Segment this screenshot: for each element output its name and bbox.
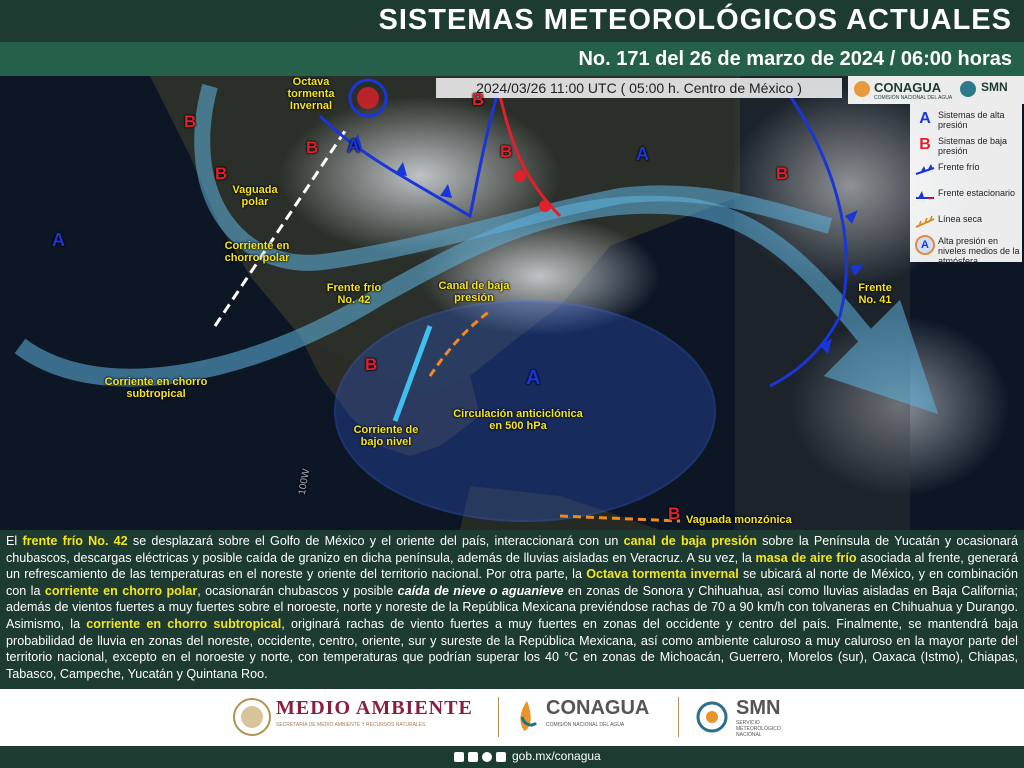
label-cold-front-42: Frente frío No. 42	[326, 282, 382, 306]
mid-level-high-symbol: A	[915, 235, 935, 255]
youtube-icon[interactable]	[496, 752, 506, 762]
legend-label: Sistemas de baja presión	[938, 136, 1008, 156]
x-icon[interactable]	[468, 752, 478, 762]
winter-storm-core	[357, 87, 379, 109]
low-pressure-symbol: B	[500, 142, 513, 161]
text-segment: , ocasionarán chubascos y posible	[197, 583, 398, 598]
conagua-logo-text	[874, 80, 952, 101]
legend-label: Frente frío	[938, 162, 980, 172]
label-front-41: Frente No. 41	[858, 282, 892, 306]
highlight-subtropical-jet: corriente en chorro subtropical	[86, 616, 282, 631]
highlight-winter-storm: Octava tormenta invernal	[586, 567, 739, 582]
conagua-logo-icon	[854, 81, 870, 97]
page-title: SISTEMAS METEOROLÓGICOS ACTUALES	[378, 4, 1012, 36]
mexico-seal-icon	[232, 697, 272, 737]
text-segment: en zonas de Sonora y Chihuahua, así como lluvias aisladas en Baja California; además de vientos fuertes a muy fuertes sobre el noroeste, norte y noreste de la República Mexicana previéndose rachas de 70 a 90 km/h con tolvaneras en Chihuahua y Durango. Asimismo, la	[6, 583, 1019, 631]
legend-item-cold-front	[914, 160, 1022, 186]
low-pressure-symbol: B	[184, 112, 197, 131]
highlight-cold-front: frente frío No. 42	[22, 534, 128, 548]
legend-label: Línea seca	[938, 214, 983, 224]
stationary-front-bulge	[539, 200, 551, 212]
website-link[interactable]: gob.mx/conagua	[512, 749, 601, 763]
smn-footer-name: SMN	[736, 697, 781, 719]
smn-footer-icon	[694, 697, 730, 737]
conagua-footer-icon	[512, 697, 542, 737]
smn-footer-subtitle: SERVICIO METEOROLÓGICO NACIONAL	[736, 720, 781, 738]
text-segment: sobre la Península de Yucatán y ocasionará chubascos, descargas eléctricas y posible caída de granizo en dicha península, además de lluvias aisladas en Veracruz. A su vez, la	[6, 534, 1019, 565]
highlight-cold-air-mass: masa de aire frío	[755, 550, 857, 565]
cold-front-icon	[914, 160, 936, 182]
highlight-low-channel: canal de baja presión	[623, 534, 757, 548]
label-polar-jet: Corriente en chorro polar	[224, 240, 290, 264]
legend-item-high	[914, 108, 1022, 134]
highlight-polar-jet: corriente en chorro polar	[44, 583, 198, 598]
facebook-icon[interactable]	[454, 752, 464, 762]
subtitle-bar	[0, 42, 1024, 76]
footer-bar	[0, 746, 1024, 768]
label-monsoon-trough: Vaguada monzónica	[686, 514, 792, 526]
footer-logos	[0, 689, 1024, 746]
label-subtropical-jet: Corriente en chorro subtropical	[104, 376, 208, 400]
footer-divider	[678, 697, 679, 737]
text-segment: El	[6, 534, 23, 548]
legend-label: Alta presión en niveles medios de la atmósfera	[938, 236, 1020, 266]
conagua-subtitle: COMISIÓN NACIONAL DEL AGUA	[874, 95, 953, 101]
low-pressure-symbol: B	[306, 138, 319, 157]
image-timestamp: 2024/03/26 11:00 UTC ( 05:00 h. Centro de México )	[436, 78, 842, 98]
label-meridian: 100W	[296, 468, 313, 496]
medio-ambiente-name: MEDIO AMBIENTE	[276, 697, 473, 719]
high-pressure-symbol: A	[52, 230, 65, 250]
low-pressure-symbol: B	[365, 355, 378, 374]
high-pressure-icon: A	[919, 110, 931, 127]
forecast-text-panel	[0, 530, 1024, 689]
emphasis-snow: caída de nieve o aguanieve	[397, 583, 564, 598]
footer-divider	[498, 697, 499, 737]
low-pressure-icon: B	[919, 136, 931, 153]
dry-line-icon	[914, 212, 936, 234]
high-pressure-symbol: A	[636, 144, 649, 164]
label-low-level-current: Corriente de bajo nivel	[353, 424, 419, 448]
legend-item-stationary-front	[914, 186, 1022, 212]
stationary-front-icon	[914, 186, 936, 208]
conagua-footer-name: CONAGUA	[546, 697, 650, 719]
bulletin-number: No. 171 del 26 de marzo de 2024 / 06:00 horas	[578, 48, 1012, 70]
legend-label: Sistemas de alta presión	[938, 110, 1005, 130]
high-pressure-symbol: A	[347, 136, 360, 156]
smn-logo-text: SMN	[981, 80, 1008, 94]
label-low-pressure-channel: Canal de baja presión	[438, 280, 510, 304]
conagua-footer-logo	[546, 697, 666, 737]
instagram-icon[interactable]	[482, 752, 492, 762]
title-bar	[0, 0, 1024, 42]
low-pressure-symbol: B	[215, 164, 228, 183]
legend-item-mid-high	[914, 234, 1022, 266]
smn-footer-logo	[736, 697, 826, 737]
stationary-front-bulge	[514, 170, 526, 182]
text-segment: se desplazará sobre el Golfo de México y el oriente del país, interaccionará con un	[127, 534, 624, 548]
label-polar-trough: Vaguada polar	[232, 184, 278, 208]
legend-item-low	[914, 134, 1022, 160]
medio-ambiente-logo	[276, 697, 488, 737]
text-segment: se ubicará al norte de México, y en combinación con la	[6, 567, 1019, 598]
conagua-name: CONAGUA	[874, 80, 942, 95]
forecast-paragraph	[6, 533, 1018, 682]
high-pressure-symbol: A	[526, 367, 541, 389]
label-anticyclone: Circulación anticiclónica en 500 hPa	[453, 408, 583, 432]
conagua-footer-subtitle: COMISIÓN NACIONAL DEL AGUA	[546, 722, 625, 728]
low-pressure-symbol: B	[668, 504, 681, 523]
label-winter-storm: Octava tormenta Invernal	[287, 76, 335, 112]
low-pressure-symbol: B	[472, 90, 485, 109]
header-logos	[848, 76, 1024, 104]
text-segment: asociada al frente, generará un refrescamiento de las temperaturas en el noreste y oriente del territorio nacional. Por otra parte, la	[6, 550, 1018, 582]
weather-map	[0, 76, 1024, 530]
low-pressure-symbol: B	[776, 164, 789, 183]
mid-level-high-icon	[914, 234, 936, 256]
map-legend	[910, 104, 1022, 266]
text-segment: , originará rachas de viento fuertes a muy fuertes en zonas del occidente y centro del país. Finalmente, se mantendrá baja probabilidad de lluvia en zonas del noreste, occidente, centro, oriente, sur y sureste de la República Mexicana, así como ambiente caluroso a muy caluroso en la mayor parte del territorio nacional, excepto en el noroeste y norte, con temperaturas que podrían superar los 40 °C en zonas de Michoacán, Guerrero, Morelos (sur), Oaxaca (Istmo), Chiapas, Tabasco, Campeche, Yucatán y Quintana Roo.	[6, 616, 1019, 681]
smn-logo-icon	[960, 81, 976, 97]
legend-label: Frente estacionario	[938, 188, 1016, 198]
medio-ambiente-subtitle: SECRETARÍA DE MEDIO AMBIENTE Y RECURSOS NATURALES	[276, 722, 426, 728]
